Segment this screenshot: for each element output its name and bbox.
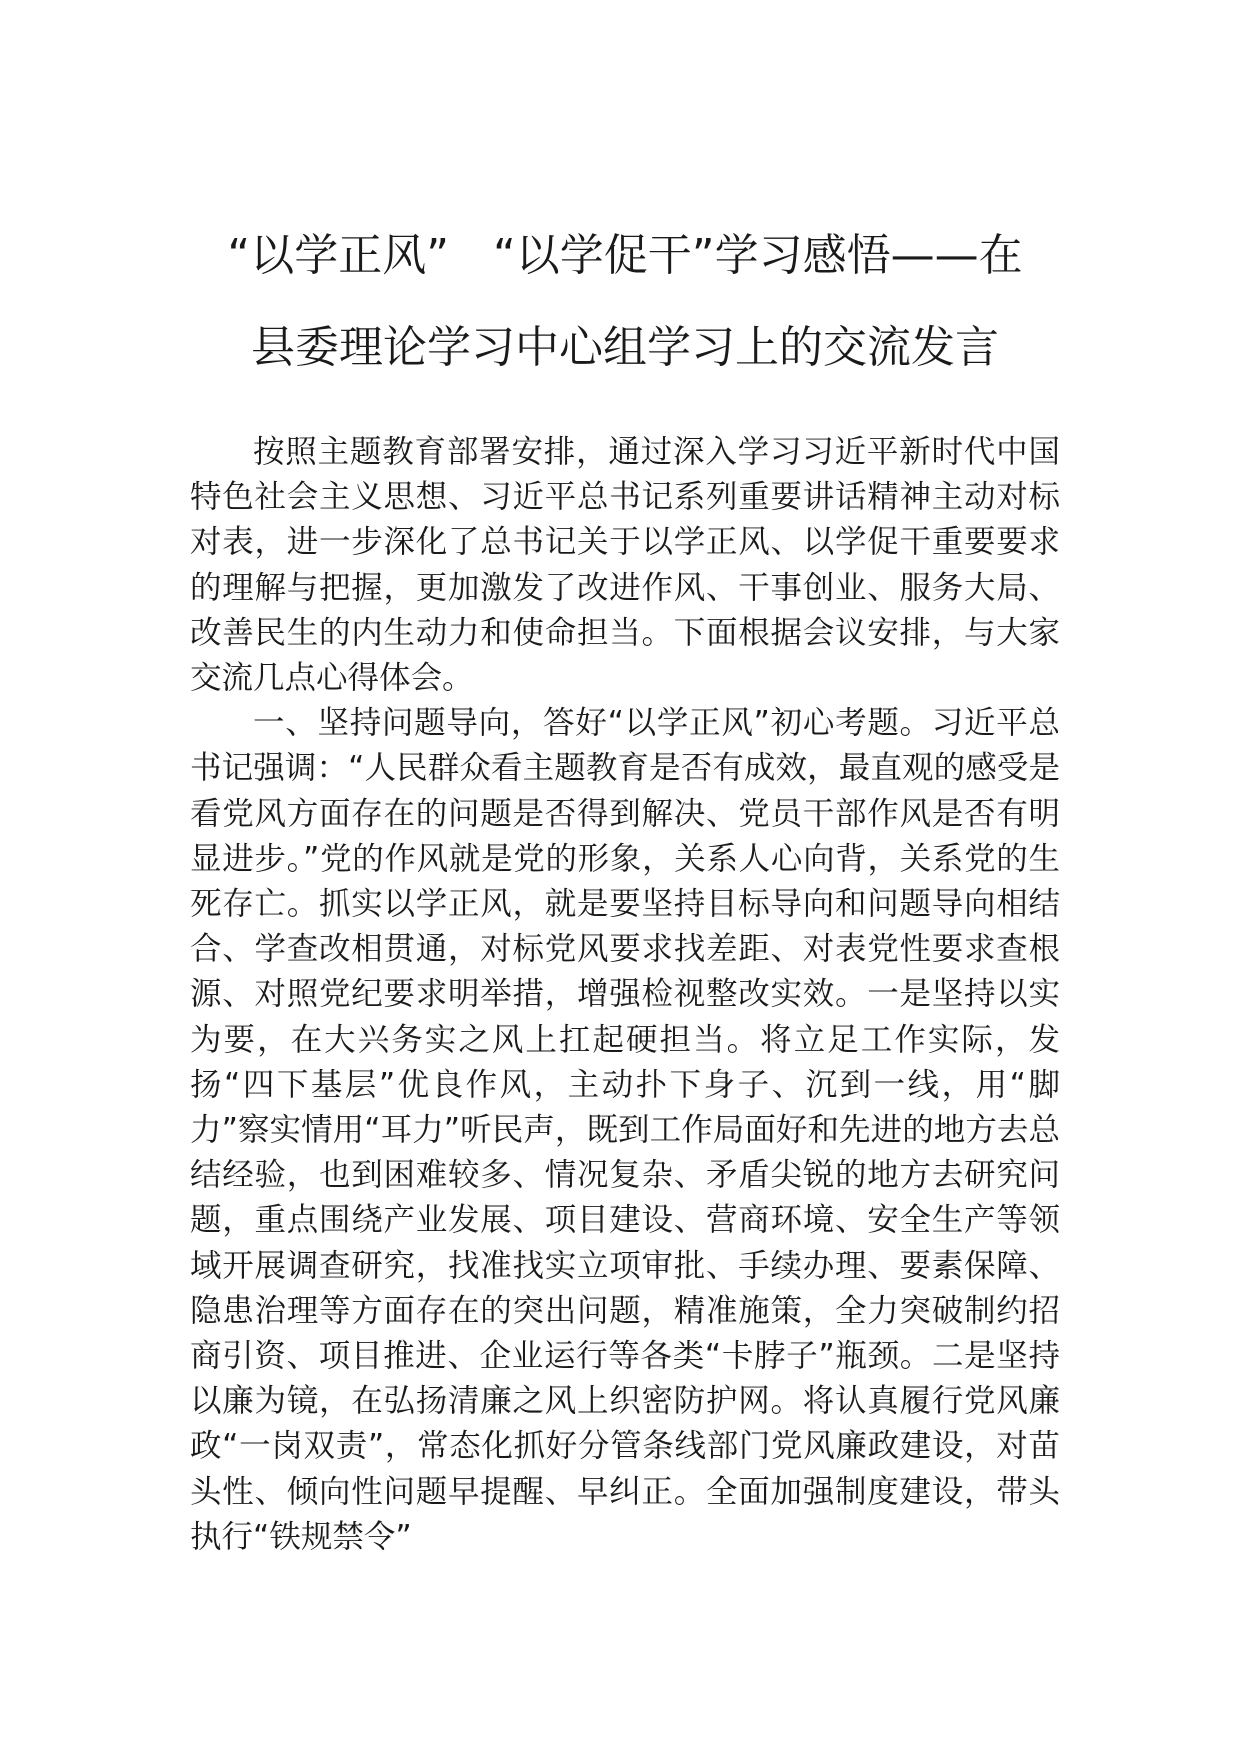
paragraph-section-1: 一、坚持问题导向，答好“以学正风”初心考题。习近平总书记强调：“人民群众看主题教育是否有成效，最直观的感受是看党风方面存在的问题是否得到解决、党员干部作风是否有明显进步。”党的作风就是党的形象，关系人心向背，关系党的生死存亡。抓实以学正风，就是要坚持目标导向和问题导向相结合、学查改相贯通，对标党风要求找差距、对表党性要求查根源、对照党纪要求明举措，增强检视整改实效。一是坚持以实为要，在大兴务实之风上扛起硬担当。将立足工作实际，发扬“四下基层”优良作风，主动扑下身子、沉到一线，用“脚力”察实情用“耳力”听民声，既到工作局面好和先进的地方去总结经验，也到困难较多、情况复杂、矛盾尖锐的地方去研究问题，重点围绕产业发展、项目建设、营商环境、安全生产等领域开展调查研究，找准找实立项审批、手续办理、要素保障、隐患治理等方面存在的突出问题，精准施策，全力突破制约招商引资、项目推进、企业运行等各类“卡脖子”瓶颈。二是坚持以廉为镜，在弘扬清廉之风上织密防护网。将认真履行党风廉政“一岗双责”，常态化抓好分管条线部门党风廉政建设，对苗头性、倾向性问题早提醒、早纠正。全面加强制度建设，带头执行“铁规禁令” [190, 705, 1060, 1555]
paragraph-intro: 按照主题教育部署安排，通过深入学习习近平新时代中国特色社会主义思想、习近平总书记系列重要讲话精神主动对标对表，进一步深化了总书记关于以学正风、以学促干重要要求的理解与把握，更加激发了改进作风、干事创业、服务大局、改善民生的内生动力和使命担当。下面根据会议安排，与大家交流几点心得体会。 [190, 434, 1060, 697]
document-body [190, 430, 1060, 1560]
title-line-1: “以学正风” “以学促干”学习感悟——在 [227, 230, 1023, 281]
document-title [190, 210, 1060, 394]
title-line-2: 县委理论学习中心组学习上的交流发言 [251, 322, 999, 373]
